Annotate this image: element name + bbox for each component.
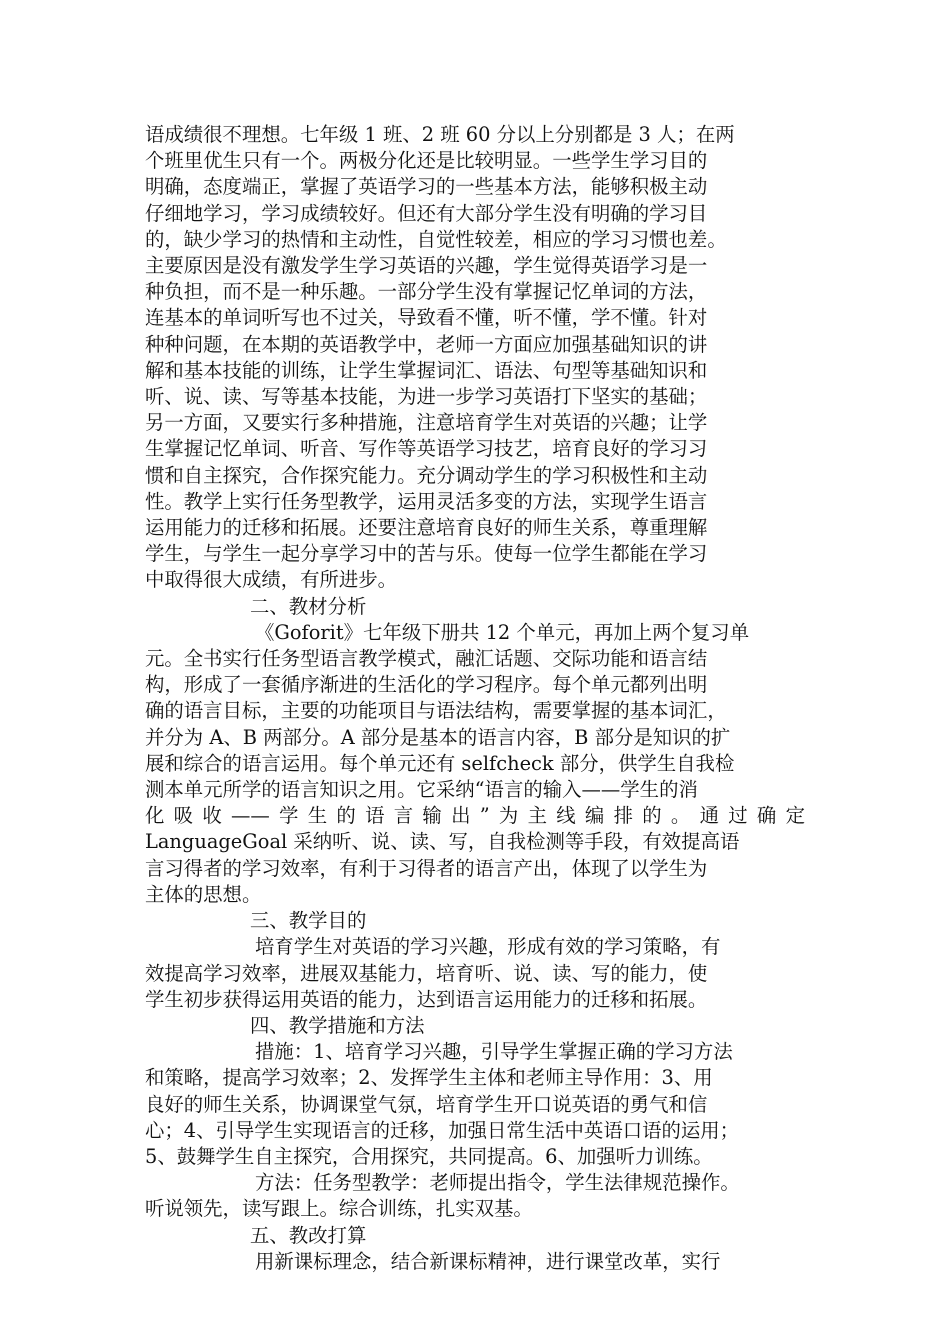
document-body [145, 122, 805, 1275]
text-line: 明确，态度端正，掌握了英语学习的一些基本方法，能够积极主动 [145, 175, 708, 199]
text-line: 运用能力的迁移和拓展。还要注意培育良好的师生关系，尊重理解 [145, 516, 708, 540]
text-line: 化吸收——学生的语言输出”为主线编排的。通过确定 [145, 804, 805, 828]
text-line: 展和综合的语言运用。每个单元还有 selfcheck 部分，供学生自我检 [145, 751, 735, 775]
text-line: 用新课标理念，结合新课标精神，进行课堂改革，实行 [255, 1249, 721, 1273]
section-heading-textbook-analysis: 二、教材分析 [250, 594, 367, 618]
text-line: 主体的思想。 [145, 882, 262, 906]
text-line: 培育学生对英语的学习兴趣，形成有效的学习策略，有 [255, 935, 721, 959]
text-line: 良好的师生关系，协调课堂气氛，培育学生开口说英语的勇气和信 [145, 1092, 708, 1116]
text-line: 仔细地学习，学习成绩较好。但还有大部分学生没有明确的学习目 [145, 201, 708, 225]
text-line: 效提高学习效率，进展双基能力，培育听、说、读、写的能力，使 [145, 961, 708, 985]
text-line: 中取得很大成绩，有所进步。 [145, 568, 398, 592]
text-line: 言习得者的学习效率，有利于习得者的语言产出，体现了以学生为 [145, 856, 708, 880]
text-line: 解和基本技能的训练，让学生掌握词汇、语法、句型等基础知识和 [145, 358, 708, 382]
section-heading-teaching-goals: 三、教学目的 [250, 909, 367, 933]
paragraph-reform-plan [145, 1249, 805, 1275]
text-line: 种负担，而不是一种乐趣。一部分学生没有掌握记忆单词的方法， [145, 280, 708, 304]
text-line: 方法：任务型教学：老师提出指令，学生法律规范操作。 [255, 1171, 740, 1195]
text-line: 主要原因是没有激发学生学习英语的兴趣，学生觉得英语学习是一 [145, 254, 708, 278]
paragraph-textbook-analysis [145, 620, 805, 908]
paragraph-student-analysis [145, 122, 805, 594]
text-line: 连基本的单词听写也不过关，导致看不懂，听不懂，学不懂。针对 [145, 306, 708, 330]
section-heading-reform-plan: 五、教改打算 [250, 1223, 367, 1247]
text-line: 个班里优生只有一个。两极分化还是比较明显。一些学生学习目的 [145, 149, 708, 173]
text-line: 确的语言目标，主要的功能项目与语法结构，需要掌握的基本词汇， [145, 699, 727, 723]
section-heading-measures-methods: 四、教学措施和方法 [250, 1013, 425, 1037]
text-line: LanguageGoal 采纳听、说、读、写，自我检测等手段，有效提高语 [145, 830, 740, 854]
paragraph-measures [145, 1039, 805, 1170]
text-line: 的，缺少学习的热情和主动性，自觉性较差，相应的学习习惯也差。 [145, 227, 727, 251]
text-line: 学生，与学生一起分享学习中的苦与乐。使每一位学生都能在学习 [145, 542, 708, 566]
paragraph-teaching-goals [145, 934, 805, 1013]
text-line: 构，形成了一套循序渐进的生活化的学习程序。每个单元都列出明 [145, 673, 708, 697]
text-line: 惯和自主探究，合作探究能力。充分调动学生的学习积极性和主动 [145, 463, 708, 487]
text-line: 学生初步获得运用英语的能力，达到语言运用能力的迁移和拓展。 [145, 987, 708, 1011]
text-line: 心；4、引导学生实现语言的迁移，加强日常生活中英语口语的运用； [145, 1118, 740, 1142]
text-line: 并分为 A、B 两部分。A 部分是基本的语言内容，B 部分是知识的扩 [145, 725, 731, 749]
paragraph-methods [145, 1170, 805, 1222]
text-line: 测本单元所学的语言知识之用。它采纳“语言的输入——学生的消 [145, 778, 698, 802]
text-line: 听、说、读、写等基本技能，为进一步学习英语打下坚实的基础； [145, 385, 708, 409]
text-line: 性。教学上实行任务型教学，运用灵活多变的方法，实现学生语言 [145, 489, 708, 513]
text-line: 生掌握记忆单词、听音、写作等英语学习技艺，培育良好的学习习 [145, 437, 708, 461]
text-line: 5、鼓舞学生自主探究，合用探究，共同提高。6、加强听力训练。 [145, 1144, 713, 1168]
text-line: 另一方面，又要实行多种措施，注意培育学生对英语的兴趣；让学 [145, 411, 708, 435]
text-line: 种种问题，在本期的英语教学中，老师一方面应加强基础知识的讲 [145, 332, 708, 356]
text-line: 元。全书实行任务型语言教学模式，融汇话题、交际功能和语言结 [145, 647, 708, 671]
text-line: 措施：1、培育学习兴趣，引导学生掌握正确的学习方法 [255, 1040, 733, 1064]
text-line: 听说领先，读写跟上。综合训练，扎实双基。 [145, 1197, 533, 1221]
text-line: 语成绩很不理想。七年级 1 班、2 班 60 分以上分别都是 3 人；在两 [145, 123, 735, 146]
text-line: 和策略，提高学习效率；2、发挥学生主体和老师主导作用：3、用 [145, 1066, 713, 1090]
text-line: 《Goforit》七年级下册共 12 个单元，再加上两个复习单 [255, 620, 750, 644]
